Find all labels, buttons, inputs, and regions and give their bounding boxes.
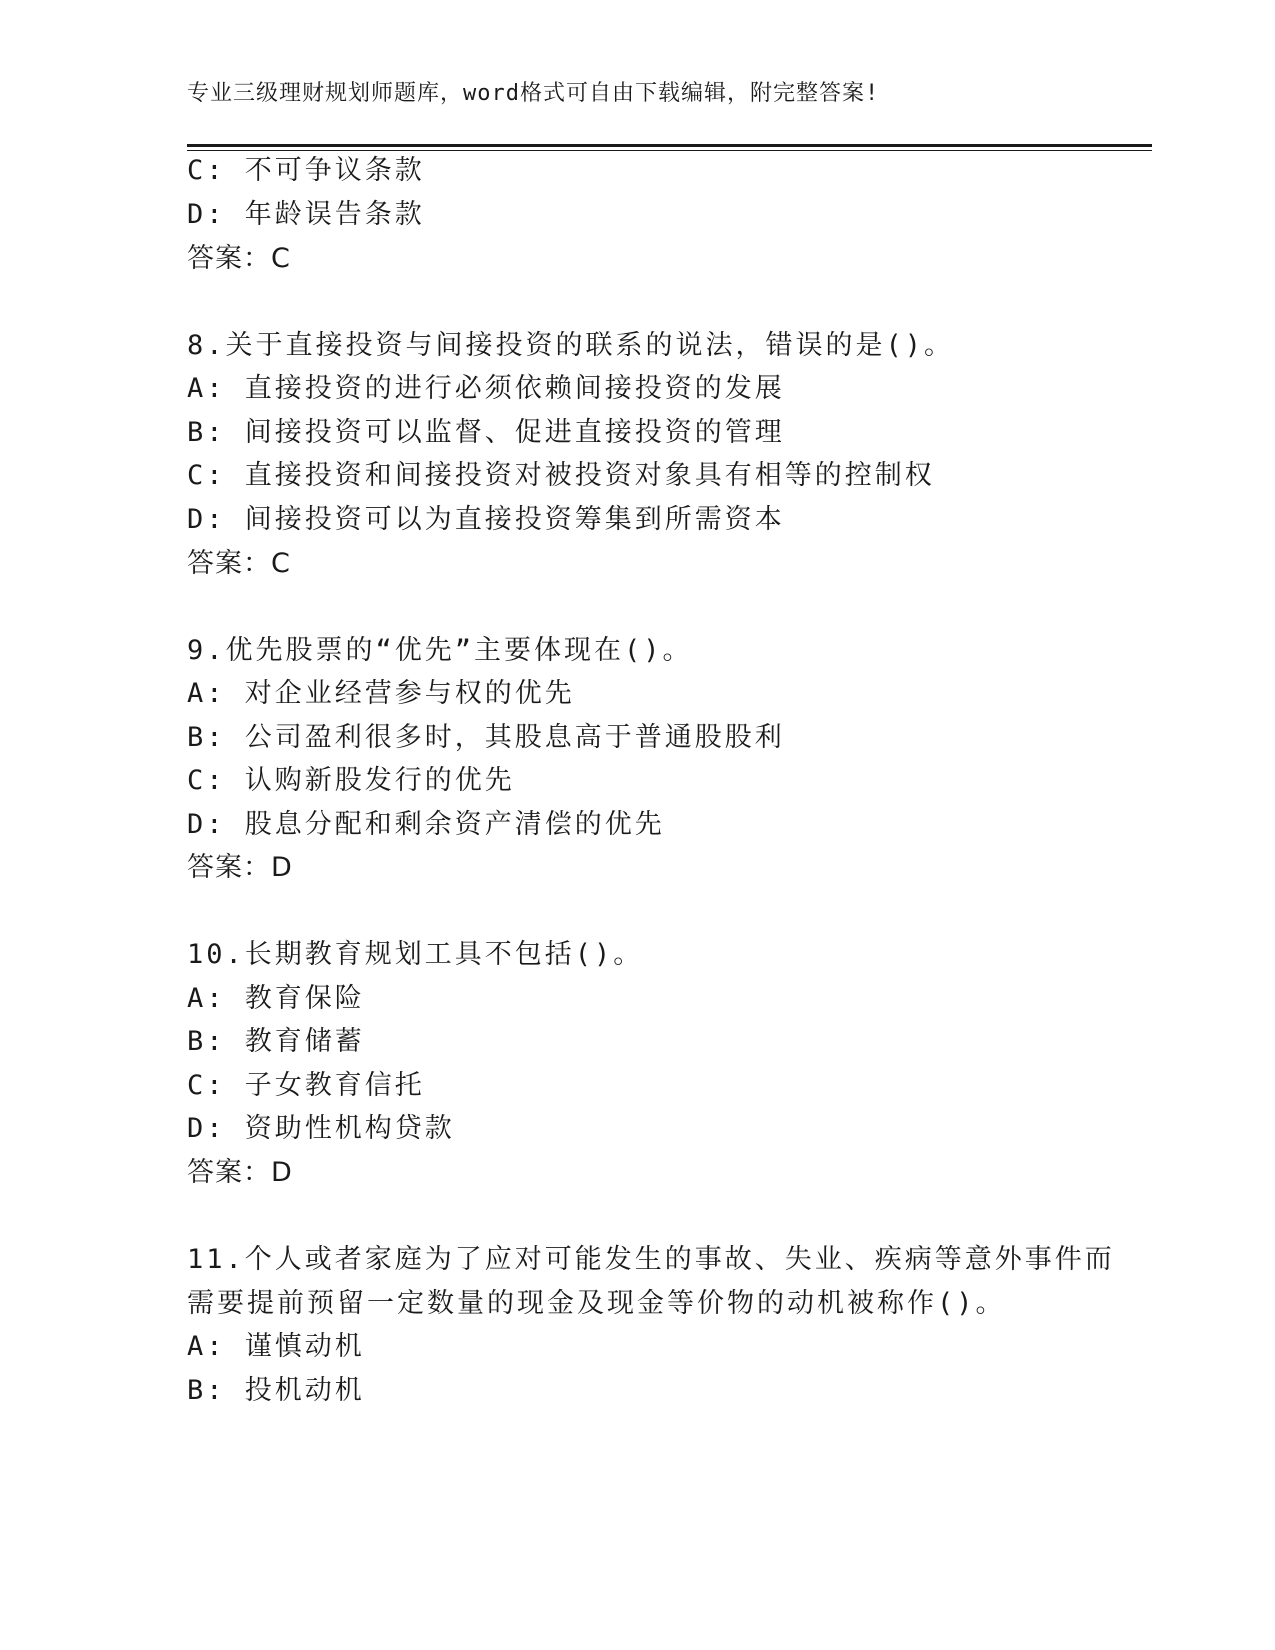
header-rule-thick [187, 144, 1152, 147]
question-10-option-a: A: 教育保险 [187, 983, 365, 1014]
question-9-answer: 答案：D [187, 852, 293, 883]
question-8-answer: 答案：C [187, 548, 291, 579]
question-10-option-d: D: 资助性机构贷款 [187, 1113, 455, 1144]
question-8-option-a: A: 直接投资的进行必须依赖间接投资的发展 [187, 373, 785, 404]
question-9-stem: 9.优先股票的“优先”主要体现在()。 [187, 635, 693, 666]
question-8-option-d: D: 间接投资可以为直接投资筹集到所需资本 [187, 504, 785, 535]
question-8-stem: 8.关于直接投资与间接投资的联系的说法，错误的是()。 [187, 330, 955, 361]
option-d: D: 年龄误告条款 [187, 199, 425, 230]
question-9-option-b: B: 公司盈利很多时，其股息高于普通股股利 [187, 722, 785, 753]
question-8-option-c: C: 直接投资和间接投资对被投资对象具有相等的控制权 [187, 460, 935, 491]
question-8-option-b: B: 间接投资可以监督、促进直接投资的管理 [187, 417, 785, 448]
question-10-stem: 10.长期教育规划工具不包括()。 [187, 939, 644, 970]
question-11-option-b: B: 投机动机 [187, 1375, 365, 1406]
question-11-option-a: A: 谨慎动机 [187, 1331, 365, 1362]
question-9-option-d: D: 股息分配和剩余资产清偿的优先 [187, 809, 665, 840]
question-9-option-a: A: 对企业经营参与权的优先 [187, 678, 575, 709]
page-header: 专业三级理财规划师题库，word格式可自由下载编辑，附完整答案! [187, 81, 880, 106]
question-10-answer: 答案：D [187, 1157, 293, 1188]
question-11-stem-line-2: 需要提前预留一定数量的现金及现金等价物的动机被称作()。 [187, 1288, 1006, 1319]
header-rule-thin [187, 150, 1152, 151]
question-9-option-c: C: 认购新股发行的优先 [187, 765, 515, 796]
option-c: C: 不可争议条款 [187, 155, 425, 186]
question-10-option-c: C: 子女教育信托 [187, 1070, 425, 1101]
question-10-option-b: B: 教育储蓄 [187, 1026, 365, 1057]
question-11-stem-line-1: 11.个人或者家庭为了应对可能发生的事故、失业、疾病等意外事件而 [187, 1244, 1115, 1275]
answer: 答案：C [187, 243, 291, 274]
